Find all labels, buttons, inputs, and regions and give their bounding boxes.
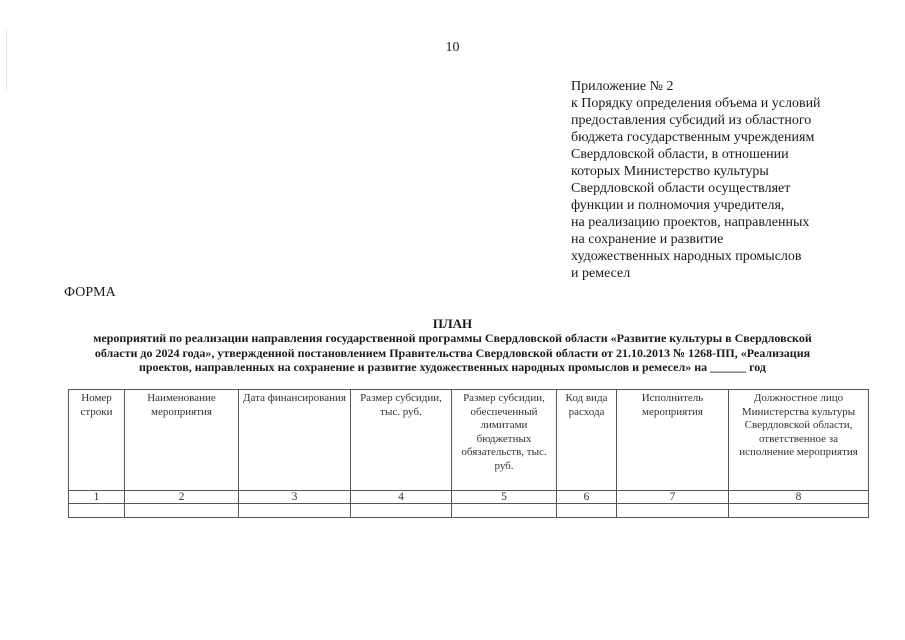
table-cell bbox=[557, 504, 617, 518]
plan-title: ПЛАН bbox=[432, 316, 473, 331]
table-cell bbox=[617, 504, 729, 518]
column-number: 6 bbox=[557, 491, 617, 504]
header-financing-date: Дата финансирования bbox=[239, 390, 351, 491]
scan-edge-mark bbox=[6, 30, 7, 90]
appendix-line: Свердловской области, в отношении bbox=[571, 147, 789, 162]
header-expense-code: Код вида расхода bbox=[557, 390, 617, 491]
column-number: 7 bbox=[617, 491, 729, 504]
appendix-line: бюджета государственным учреждениям bbox=[571, 130, 815, 145]
table-cell bbox=[452, 504, 557, 518]
appendix-line: на реализацию проектов, направленных bbox=[571, 215, 810, 230]
header-event-name: Наименование мероприятия bbox=[125, 390, 239, 491]
appendix-line: которых Министерство культуры bbox=[571, 164, 769, 179]
appendix-block bbox=[571, 78, 881, 282]
plan-subtitle bbox=[40, 331, 865, 375]
appendix-line: к Порядку определения объема и условий bbox=[571, 96, 821, 111]
plan-subtitle-line: области до 2024 года», утвержденной постановлением Правительства Свердловской области от 21.10.2013 № 1268-ПП, «Реализация bbox=[94, 345, 811, 360]
page-number: 10 bbox=[445, 40, 460, 55]
column-number: 8 bbox=[729, 491, 869, 504]
plan-subtitle-line: мероприятий по реализации направления государственной программы Свердловской области «Развитие культуры в Свердловской bbox=[93, 331, 812, 345]
table-row bbox=[69, 504, 869, 518]
column-number: 3 bbox=[239, 491, 351, 504]
appendix-line: и ремесел bbox=[571, 266, 631, 281]
header-subsidy-amount: Размер субсидии, тыс. руб. bbox=[351, 390, 452, 491]
column-number-row bbox=[69, 491, 869, 504]
table-cell bbox=[239, 504, 351, 518]
appendix-line: Приложение № 2 bbox=[571, 79, 674, 94]
header-subsidy-limits: Размер субсидии, обеспеченный лимитами бюджетных обязательств, тыс. руб. bbox=[452, 390, 557, 491]
column-number: 1 bbox=[69, 491, 125, 504]
form-label: ФОРМА bbox=[64, 285, 116, 300]
table-cell bbox=[125, 504, 239, 518]
table-cell bbox=[69, 504, 125, 518]
column-number: 5 bbox=[452, 491, 557, 504]
appendix-line: предоставления субсидий из областного bbox=[571, 113, 812, 128]
appendix-line: Свердловской области осуществляет bbox=[571, 181, 791, 196]
plan-table bbox=[68, 389, 869, 518]
header-responsible-official: Должностное лицо Министерства культуры Свердловской области, ответственное за исполнение мероприятия bbox=[729, 390, 869, 491]
appendix-line: художественных народных промыслов bbox=[571, 249, 802, 264]
table-header-row bbox=[69, 390, 869, 491]
appendix-line: на сохранение и развитие bbox=[571, 232, 724, 247]
appendix-line: функции и полномочия учредителя, bbox=[571, 198, 785, 213]
table-cell bbox=[351, 504, 452, 518]
column-number: 4 bbox=[351, 491, 452, 504]
header-row-number: Номер строки bbox=[69, 390, 125, 491]
column-number: 2 bbox=[125, 491, 239, 504]
header-executor: Исполнитель мероприятия bbox=[617, 390, 729, 491]
plan-subtitle-line: проектов, направленных на сохранение и развитие художественных народных промыслов и ремесел» на ______ год bbox=[138, 360, 767, 374]
table-cell bbox=[729, 504, 869, 518]
